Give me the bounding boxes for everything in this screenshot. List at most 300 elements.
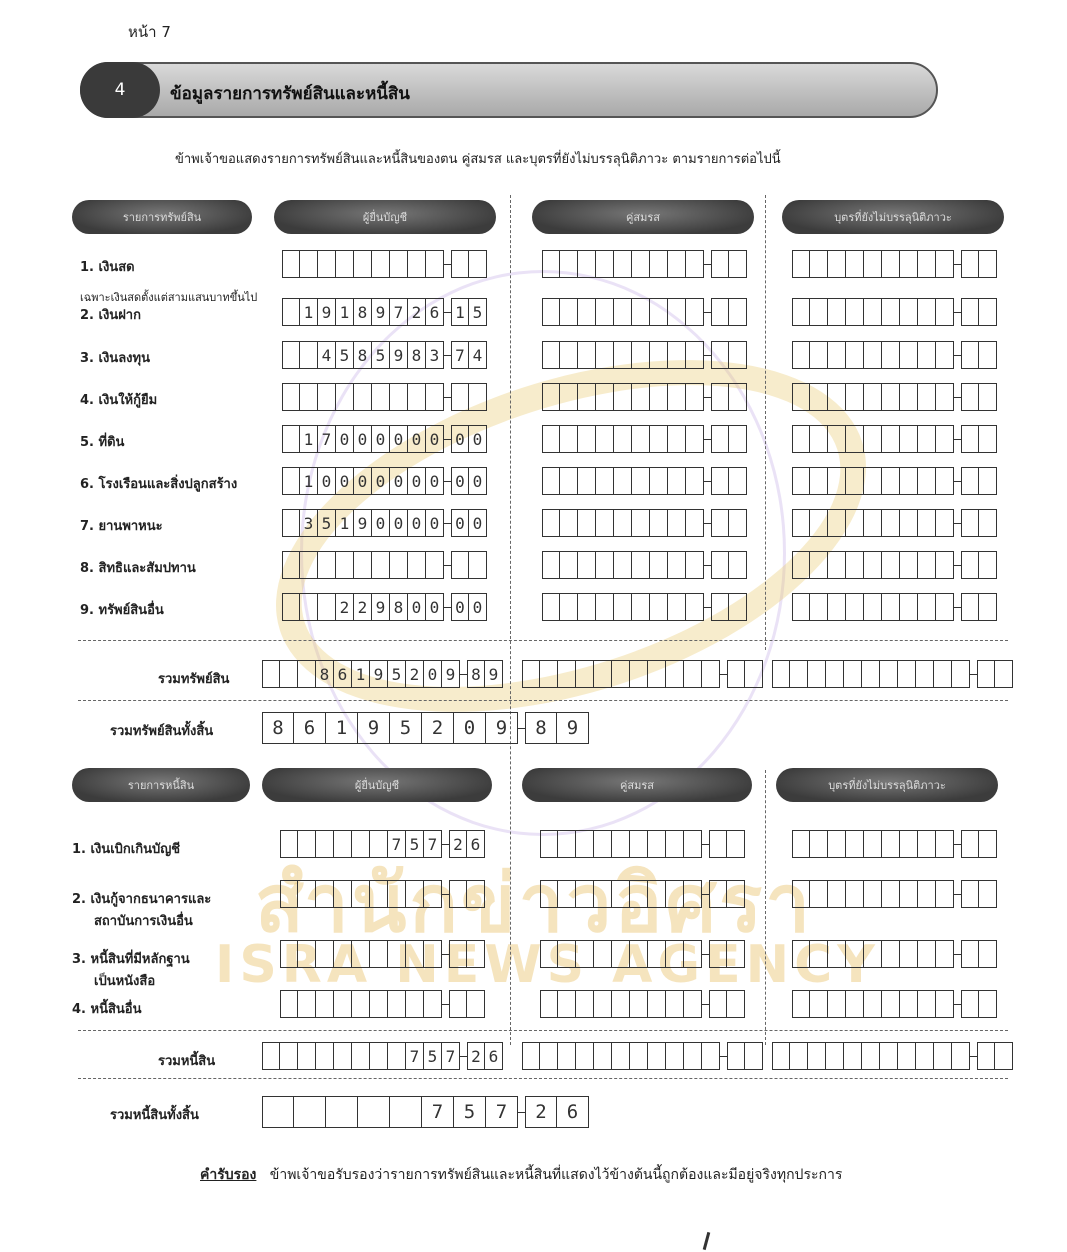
cent-cell[interactable]: [961, 509, 979, 537]
digit-cell[interactable]: [650, 298, 668, 326]
digit-cell[interactable]: 1: [326, 712, 358, 744]
digit-cell[interactable]: 2: [408, 298, 426, 326]
digit-cell[interactable]: [594, 830, 612, 858]
liability-child[interactable]: [792, 940, 997, 968]
digit-cell[interactable]: [558, 990, 576, 1018]
declarant-amount[interactable]: [282, 593, 487, 621]
digit-cell[interactable]: [594, 660, 612, 688]
digit-cell[interactable]: [684, 830, 702, 858]
digit-cell[interactable]: 0: [390, 425, 408, 453]
digit-cell[interactable]: [352, 990, 370, 1018]
digit-cell[interactable]: [542, 341, 560, 369]
cent-cell[interactable]: [467, 990, 485, 1018]
spouse-amount[interactable]: [542, 551, 747, 579]
digit-cell[interactable]: [702, 1042, 720, 1070]
digit-cell[interactable]: [596, 298, 614, 326]
digit-cell[interactable]: [578, 383, 596, 411]
digit-cell[interactable]: [318, 250, 336, 278]
digit-cell[interactable]: [846, 551, 864, 579]
digit-cell[interactable]: [882, 990, 900, 1018]
cent-cell[interactable]: [727, 660, 745, 688]
digit-cell[interactable]: [900, 298, 918, 326]
cent-cell[interactable]: [729, 250, 747, 278]
digit-cell[interactable]: 0: [354, 467, 372, 495]
child-amount[interactable]: [792, 509, 997, 537]
declarant-amount[interactable]: [282, 383, 487, 411]
digit-cell[interactable]: [648, 990, 666, 1018]
digit-cell[interactable]: [666, 830, 684, 858]
cent-cell[interactable]: [977, 1042, 995, 1070]
digit-cell[interactable]: [772, 660, 790, 688]
cent-cell[interactable]: [469, 551, 487, 579]
digit-cell[interactable]: 2: [336, 593, 354, 621]
digit-cell[interactable]: [614, 250, 632, 278]
digit-cell[interactable]: [630, 940, 648, 968]
digit-cell[interactable]: [864, 298, 882, 326]
digit-cell[interactable]: 2: [422, 712, 454, 744]
digit-cell[interactable]: [614, 467, 632, 495]
digit-cell[interactable]: [334, 940, 352, 968]
digit-cell[interactable]: [316, 990, 334, 1018]
digit-cell[interactable]: [578, 467, 596, 495]
digit-cell[interactable]: [934, 660, 952, 688]
cent-cell[interactable]: 9: [485, 660, 503, 688]
digit-cell[interactable]: [390, 250, 408, 278]
digit-cell[interactable]: [372, 551, 390, 579]
digit-cell[interactable]: [792, 341, 810, 369]
spouse-amount[interactable]: [542, 593, 747, 621]
digit-cell[interactable]: [792, 383, 810, 411]
child-amount[interactable]: [792, 425, 997, 453]
liability-child[interactable]: [792, 830, 997, 858]
digit-cell[interactable]: [900, 341, 918, 369]
digit-cell[interactable]: [862, 1042, 880, 1070]
digit-cell[interactable]: [612, 880, 630, 908]
digit-cell[interactable]: [810, 383, 828, 411]
digit-cell[interactable]: [684, 990, 702, 1018]
digit-cell[interactable]: [792, 940, 810, 968]
digit-cell[interactable]: [294, 1096, 326, 1128]
digit-cell[interactable]: 9: [486, 712, 518, 744]
cent-cell[interactable]: [711, 467, 729, 495]
digit-cell[interactable]: [390, 1096, 422, 1128]
digit-cell[interactable]: [846, 509, 864, 537]
digit-cell[interactable]: [558, 880, 576, 908]
digit-cell[interactable]: [846, 383, 864, 411]
digit-cell[interactable]: [918, 940, 936, 968]
digit-cell[interactable]: [612, 830, 630, 858]
spouse-amount[interactable]: [542, 425, 747, 453]
cent-cell[interactable]: [711, 341, 729, 369]
cent-cell[interactable]: [961, 940, 979, 968]
digit-cell[interactable]: [578, 551, 596, 579]
digit-cell[interactable]: [614, 298, 632, 326]
digit-cell[interactable]: [864, 467, 882, 495]
digit-cell[interactable]: [370, 940, 388, 968]
digit-cell[interactable]: [576, 660, 594, 688]
digit-cell[interactable]: [846, 990, 864, 1018]
digit-cell[interactable]: [594, 940, 612, 968]
digit-cell[interactable]: [864, 250, 882, 278]
digit-cell[interactable]: [388, 940, 406, 968]
cent-cell[interactable]: [727, 990, 745, 1018]
cent-cell[interactable]: [451, 383, 469, 411]
digit-cell[interactable]: [300, 551, 318, 579]
digit-cell[interactable]: [864, 990, 882, 1018]
digit-cell[interactable]: [918, 425, 936, 453]
digit-cell[interactable]: [282, 467, 300, 495]
digit-cell[interactable]: [630, 880, 648, 908]
digit-cell[interactable]: [936, 593, 954, 621]
digit-cell[interactable]: [916, 1042, 934, 1070]
digit-cell[interactable]: [828, 250, 846, 278]
cent-cell[interactable]: [727, 1042, 745, 1070]
cent-cell[interactable]: 8: [525, 712, 557, 744]
digit-cell[interactable]: [560, 250, 578, 278]
digit-cell[interactable]: [262, 1042, 280, 1070]
digit-cell[interactable]: [808, 1042, 826, 1070]
spouse-amount[interactable]: [542, 341, 747, 369]
digit-cell[interactable]: [918, 509, 936, 537]
digit-cell[interactable]: [828, 990, 846, 1018]
digit-cell[interactable]: [900, 551, 918, 579]
digit-cell[interactable]: [596, 250, 614, 278]
cent-cell[interactable]: [961, 551, 979, 579]
digit-cell[interactable]: [612, 990, 630, 1018]
digit-cell[interactable]: 2: [406, 660, 424, 688]
cent-cell[interactable]: [727, 830, 745, 858]
liability-declarant[interactable]: [280, 880, 485, 908]
cent-cell[interactable]: [995, 1042, 1013, 1070]
digit-cell[interactable]: 0: [408, 425, 426, 453]
digit-cell[interactable]: [388, 990, 406, 1018]
cent-cell[interactable]: [711, 551, 729, 579]
digit-cell[interactable]: [558, 830, 576, 858]
digit-cell[interactable]: [792, 298, 810, 326]
digit-cell[interactable]: [576, 830, 594, 858]
cent-cell[interactable]: 0: [469, 593, 487, 621]
digit-cell[interactable]: 8: [354, 298, 372, 326]
digit-cell[interactable]: [952, 1042, 970, 1070]
grand-total-liabilities[interactable]: [262, 1096, 589, 1128]
digit-cell[interactable]: [810, 593, 828, 621]
digit-cell[interactable]: [810, 341, 828, 369]
child-amount[interactable]: [792, 467, 997, 495]
cent-cell[interactable]: [979, 298, 997, 326]
digit-cell[interactable]: [560, 467, 578, 495]
digit-cell[interactable]: [864, 551, 882, 579]
digit-cell[interactable]: [666, 660, 684, 688]
digit-cell[interactable]: [882, 830, 900, 858]
digit-cell[interactable]: [808, 660, 826, 688]
digit-cell[interactable]: [882, 880, 900, 908]
cent-cell[interactable]: [979, 509, 997, 537]
declarant-amount[interactable]: [282, 467, 487, 495]
liability-spouse[interactable]: [540, 990, 745, 1018]
digit-cell[interactable]: [632, 341, 650, 369]
digit-cell[interactable]: [334, 880, 352, 908]
spouse-amount[interactable]: [542, 250, 747, 278]
digit-cell[interactable]: [542, 593, 560, 621]
cent-cell[interactable]: 9: [557, 712, 589, 744]
digit-cell[interactable]: [540, 990, 558, 1018]
digit-cell[interactable]: 1: [352, 660, 370, 688]
digit-cell[interactable]: [630, 990, 648, 1018]
digit-cell[interactable]: [936, 990, 954, 1018]
cent-cell[interactable]: [979, 990, 997, 1018]
digit-cell[interactable]: [650, 551, 668, 579]
digit-cell[interactable]: [578, 593, 596, 621]
digit-cell[interactable]: 0: [372, 509, 390, 537]
digit-cell[interactable]: 1: [300, 467, 318, 495]
cent-cell[interactable]: [961, 830, 979, 858]
digit-cell[interactable]: [578, 425, 596, 453]
digit-cell[interactable]: [686, 551, 704, 579]
digit-cell[interactable]: [666, 1042, 684, 1070]
digit-cell[interactable]: [846, 880, 864, 908]
digit-cell[interactable]: [522, 1042, 540, 1070]
digit-cell[interactable]: [560, 509, 578, 537]
digit-cell[interactable]: [614, 341, 632, 369]
digit-cell[interactable]: [280, 1042, 298, 1070]
digit-cell[interactable]: 7: [422, 1096, 454, 1128]
digit-cell[interactable]: [282, 593, 300, 621]
digit-cell[interactable]: [576, 880, 594, 908]
digit-cell[interactable]: [614, 551, 632, 579]
digit-cell[interactable]: [596, 341, 614, 369]
cent-cell[interactable]: [729, 551, 747, 579]
cent-cell[interactable]: [449, 990, 467, 1018]
declarant-amount[interactable]: [282, 298, 487, 326]
digit-cell[interactable]: 0: [454, 712, 486, 744]
digit-cell[interactable]: [630, 1042, 648, 1070]
cent-cell[interactable]: 6: [557, 1096, 589, 1128]
digit-cell[interactable]: [936, 425, 954, 453]
digit-cell[interactable]: [916, 660, 934, 688]
digit-cell[interactable]: [650, 341, 668, 369]
digit-cell[interactable]: [632, 467, 650, 495]
digit-cell[interactable]: [864, 425, 882, 453]
digit-cell[interactable]: [576, 940, 594, 968]
child-amount[interactable]: [792, 341, 997, 369]
digit-cell[interactable]: [372, 250, 390, 278]
digit-cell[interactable]: [810, 509, 828, 537]
digit-cell[interactable]: [540, 1042, 558, 1070]
digit-cell[interactable]: [406, 880, 424, 908]
digit-cell[interactable]: 0: [424, 660, 442, 688]
cent-cell[interactable]: [449, 880, 467, 908]
cent-cell[interactable]: [979, 467, 997, 495]
digit-cell[interactable]: [262, 660, 280, 688]
digit-cell[interactable]: [686, 593, 704, 621]
digit-cell[interactable]: 5: [424, 1042, 442, 1070]
child-amount[interactable]: [792, 298, 997, 326]
digit-cell[interactable]: [918, 593, 936, 621]
digit-cell[interactable]: 9: [370, 660, 388, 688]
digit-cell[interactable]: [792, 880, 810, 908]
digit-cell[interactable]: [686, 250, 704, 278]
cent-cell[interactable]: 2: [525, 1096, 557, 1128]
digit-cell[interactable]: 2: [354, 593, 372, 621]
digit-cell[interactable]: [668, 383, 686, 411]
digit-cell[interactable]: [596, 467, 614, 495]
digit-cell[interactable]: [522, 660, 540, 688]
digit-cell[interactable]: [792, 990, 810, 1018]
digit-cell[interactable]: [846, 341, 864, 369]
digit-cell[interactable]: [882, 250, 900, 278]
digit-cell[interactable]: [650, 250, 668, 278]
digit-cell[interactable]: [668, 593, 686, 621]
digit-cell[interactable]: [828, 425, 846, 453]
digit-cell[interactable]: 0: [408, 593, 426, 621]
digit-cell[interactable]: [280, 990, 298, 1018]
cent-cell[interactable]: 0: [451, 509, 469, 537]
digit-cell[interactable]: [936, 551, 954, 579]
digit-cell[interactable]: [334, 1042, 352, 1070]
liability-declarant[interactable]: [280, 990, 485, 1018]
digit-cell[interactable]: [686, 298, 704, 326]
digit-cell[interactable]: [390, 551, 408, 579]
digit-cell[interactable]: [790, 1042, 808, 1070]
digit-cell[interactable]: [882, 593, 900, 621]
digit-cell[interactable]: [558, 940, 576, 968]
digit-cell[interactable]: [352, 940, 370, 968]
digit-cell[interactable]: [300, 341, 318, 369]
digit-cell[interactable]: [792, 509, 810, 537]
digit-cell[interactable]: [810, 467, 828, 495]
declarant-amount[interactable]: [282, 341, 487, 369]
digit-cell[interactable]: [936, 509, 954, 537]
total-assets-declarant[interactable]: [262, 660, 503, 688]
digit-cell[interactable]: [578, 341, 596, 369]
digit-cell[interactable]: [828, 551, 846, 579]
digit-cell[interactable]: 9: [318, 298, 336, 326]
digit-cell[interactable]: [632, 250, 650, 278]
digit-cell[interactable]: [424, 990, 442, 1018]
digit-cell[interactable]: [316, 880, 334, 908]
digit-cell[interactable]: 6: [426, 298, 444, 326]
cent-cell[interactable]: [711, 593, 729, 621]
digit-cell[interactable]: [702, 660, 720, 688]
digit-cell[interactable]: [686, 509, 704, 537]
cent-cell[interactable]: [745, 1042, 763, 1070]
digit-cell[interactable]: [614, 425, 632, 453]
digit-cell[interactable]: [354, 250, 372, 278]
digit-cell[interactable]: [354, 551, 372, 579]
digit-cell[interactable]: [336, 383, 354, 411]
digit-cell[interactable]: 9: [372, 298, 390, 326]
digit-cell[interactable]: [282, 341, 300, 369]
digit-cell[interactable]: [666, 880, 684, 908]
digit-cell[interactable]: [352, 880, 370, 908]
digit-cell[interactable]: [882, 940, 900, 968]
digit-cell[interactable]: [772, 1042, 790, 1070]
digit-cell[interactable]: [300, 383, 318, 411]
digit-cell[interactable]: 1: [300, 298, 318, 326]
digit-cell[interactable]: [354, 383, 372, 411]
digit-cell[interactable]: [282, 383, 300, 411]
cent-cell[interactable]: [961, 880, 979, 908]
digit-cell[interactable]: [390, 383, 408, 411]
cent-cell[interactable]: 0: [451, 467, 469, 495]
digit-cell[interactable]: [900, 880, 918, 908]
digit-cell[interactable]: [882, 467, 900, 495]
digit-cell[interactable]: [828, 341, 846, 369]
cent-cell[interactable]: [979, 250, 997, 278]
cent-cell[interactable]: [729, 298, 747, 326]
digit-cell[interactable]: [648, 880, 666, 908]
digit-cell[interactable]: [844, 660, 862, 688]
digit-cell[interactable]: [612, 1042, 630, 1070]
digit-cell[interactable]: [540, 830, 558, 858]
digit-cell[interactable]: [280, 940, 298, 968]
digit-cell[interactable]: 5: [454, 1096, 486, 1128]
digit-cell[interactable]: [846, 467, 864, 495]
digit-cell[interactable]: [370, 880, 388, 908]
digit-cell[interactable]: [668, 298, 686, 326]
digit-cell[interactable]: [864, 383, 882, 411]
digit-cell[interactable]: [542, 298, 560, 326]
digit-cell[interactable]: [326, 1096, 358, 1128]
liability-child[interactable]: [792, 880, 997, 908]
digit-cell[interactable]: [408, 383, 426, 411]
child-amount[interactable]: [792, 551, 997, 579]
digit-cell[interactable]: [612, 940, 630, 968]
digit-cell[interactable]: [648, 940, 666, 968]
cent-cell[interactable]: 0: [469, 509, 487, 537]
digit-cell[interactable]: [934, 1042, 952, 1070]
digit-cell[interactable]: [898, 1042, 916, 1070]
cent-cell[interactable]: [961, 593, 979, 621]
digit-cell[interactable]: [388, 1042, 406, 1070]
digit-cell[interactable]: 9: [354, 509, 372, 537]
digit-cell[interactable]: 6: [334, 660, 352, 688]
cent-cell[interactable]: [727, 940, 745, 968]
digit-cell[interactable]: [316, 1042, 334, 1070]
digit-cell[interactable]: [790, 660, 808, 688]
digit-cell[interactable]: [372, 383, 390, 411]
liability-declarant[interactable]: [280, 940, 485, 968]
digit-cell[interactable]: [318, 383, 336, 411]
digit-cell[interactable]: [936, 467, 954, 495]
digit-cell[interactable]: 8: [354, 341, 372, 369]
digit-cell[interactable]: [846, 298, 864, 326]
digit-cell[interactable]: 7: [406, 1042, 424, 1070]
digit-cell[interactable]: [828, 467, 846, 495]
digit-cell[interactable]: 5: [388, 660, 406, 688]
digit-cell[interactable]: [918, 250, 936, 278]
digit-cell[interactable]: 0: [318, 467, 336, 495]
declarant-amount[interactable]: [282, 509, 487, 537]
digit-cell[interactable]: [828, 880, 846, 908]
cent-cell[interactable]: [709, 940, 727, 968]
digit-cell[interactable]: [686, 467, 704, 495]
digit-cell[interactable]: [668, 509, 686, 537]
cent-cell[interactable]: [727, 880, 745, 908]
digit-cell[interactable]: [650, 509, 668, 537]
digit-cell[interactable]: [936, 298, 954, 326]
digit-cell[interactable]: [282, 425, 300, 453]
cent-cell[interactable]: 8: [467, 660, 485, 688]
digit-cell[interactable]: [594, 990, 612, 1018]
cent-cell[interactable]: [977, 660, 995, 688]
digit-cell[interactable]: [918, 341, 936, 369]
digit-cell[interactable]: [336, 250, 354, 278]
digit-cell[interactable]: [358, 1096, 390, 1128]
digit-cell[interactable]: [880, 660, 898, 688]
digit-cell[interactable]: 6: [294, 712, 326, 744]
digit-cell[interactable]: 7: [442, 1042, 460, 1070]
